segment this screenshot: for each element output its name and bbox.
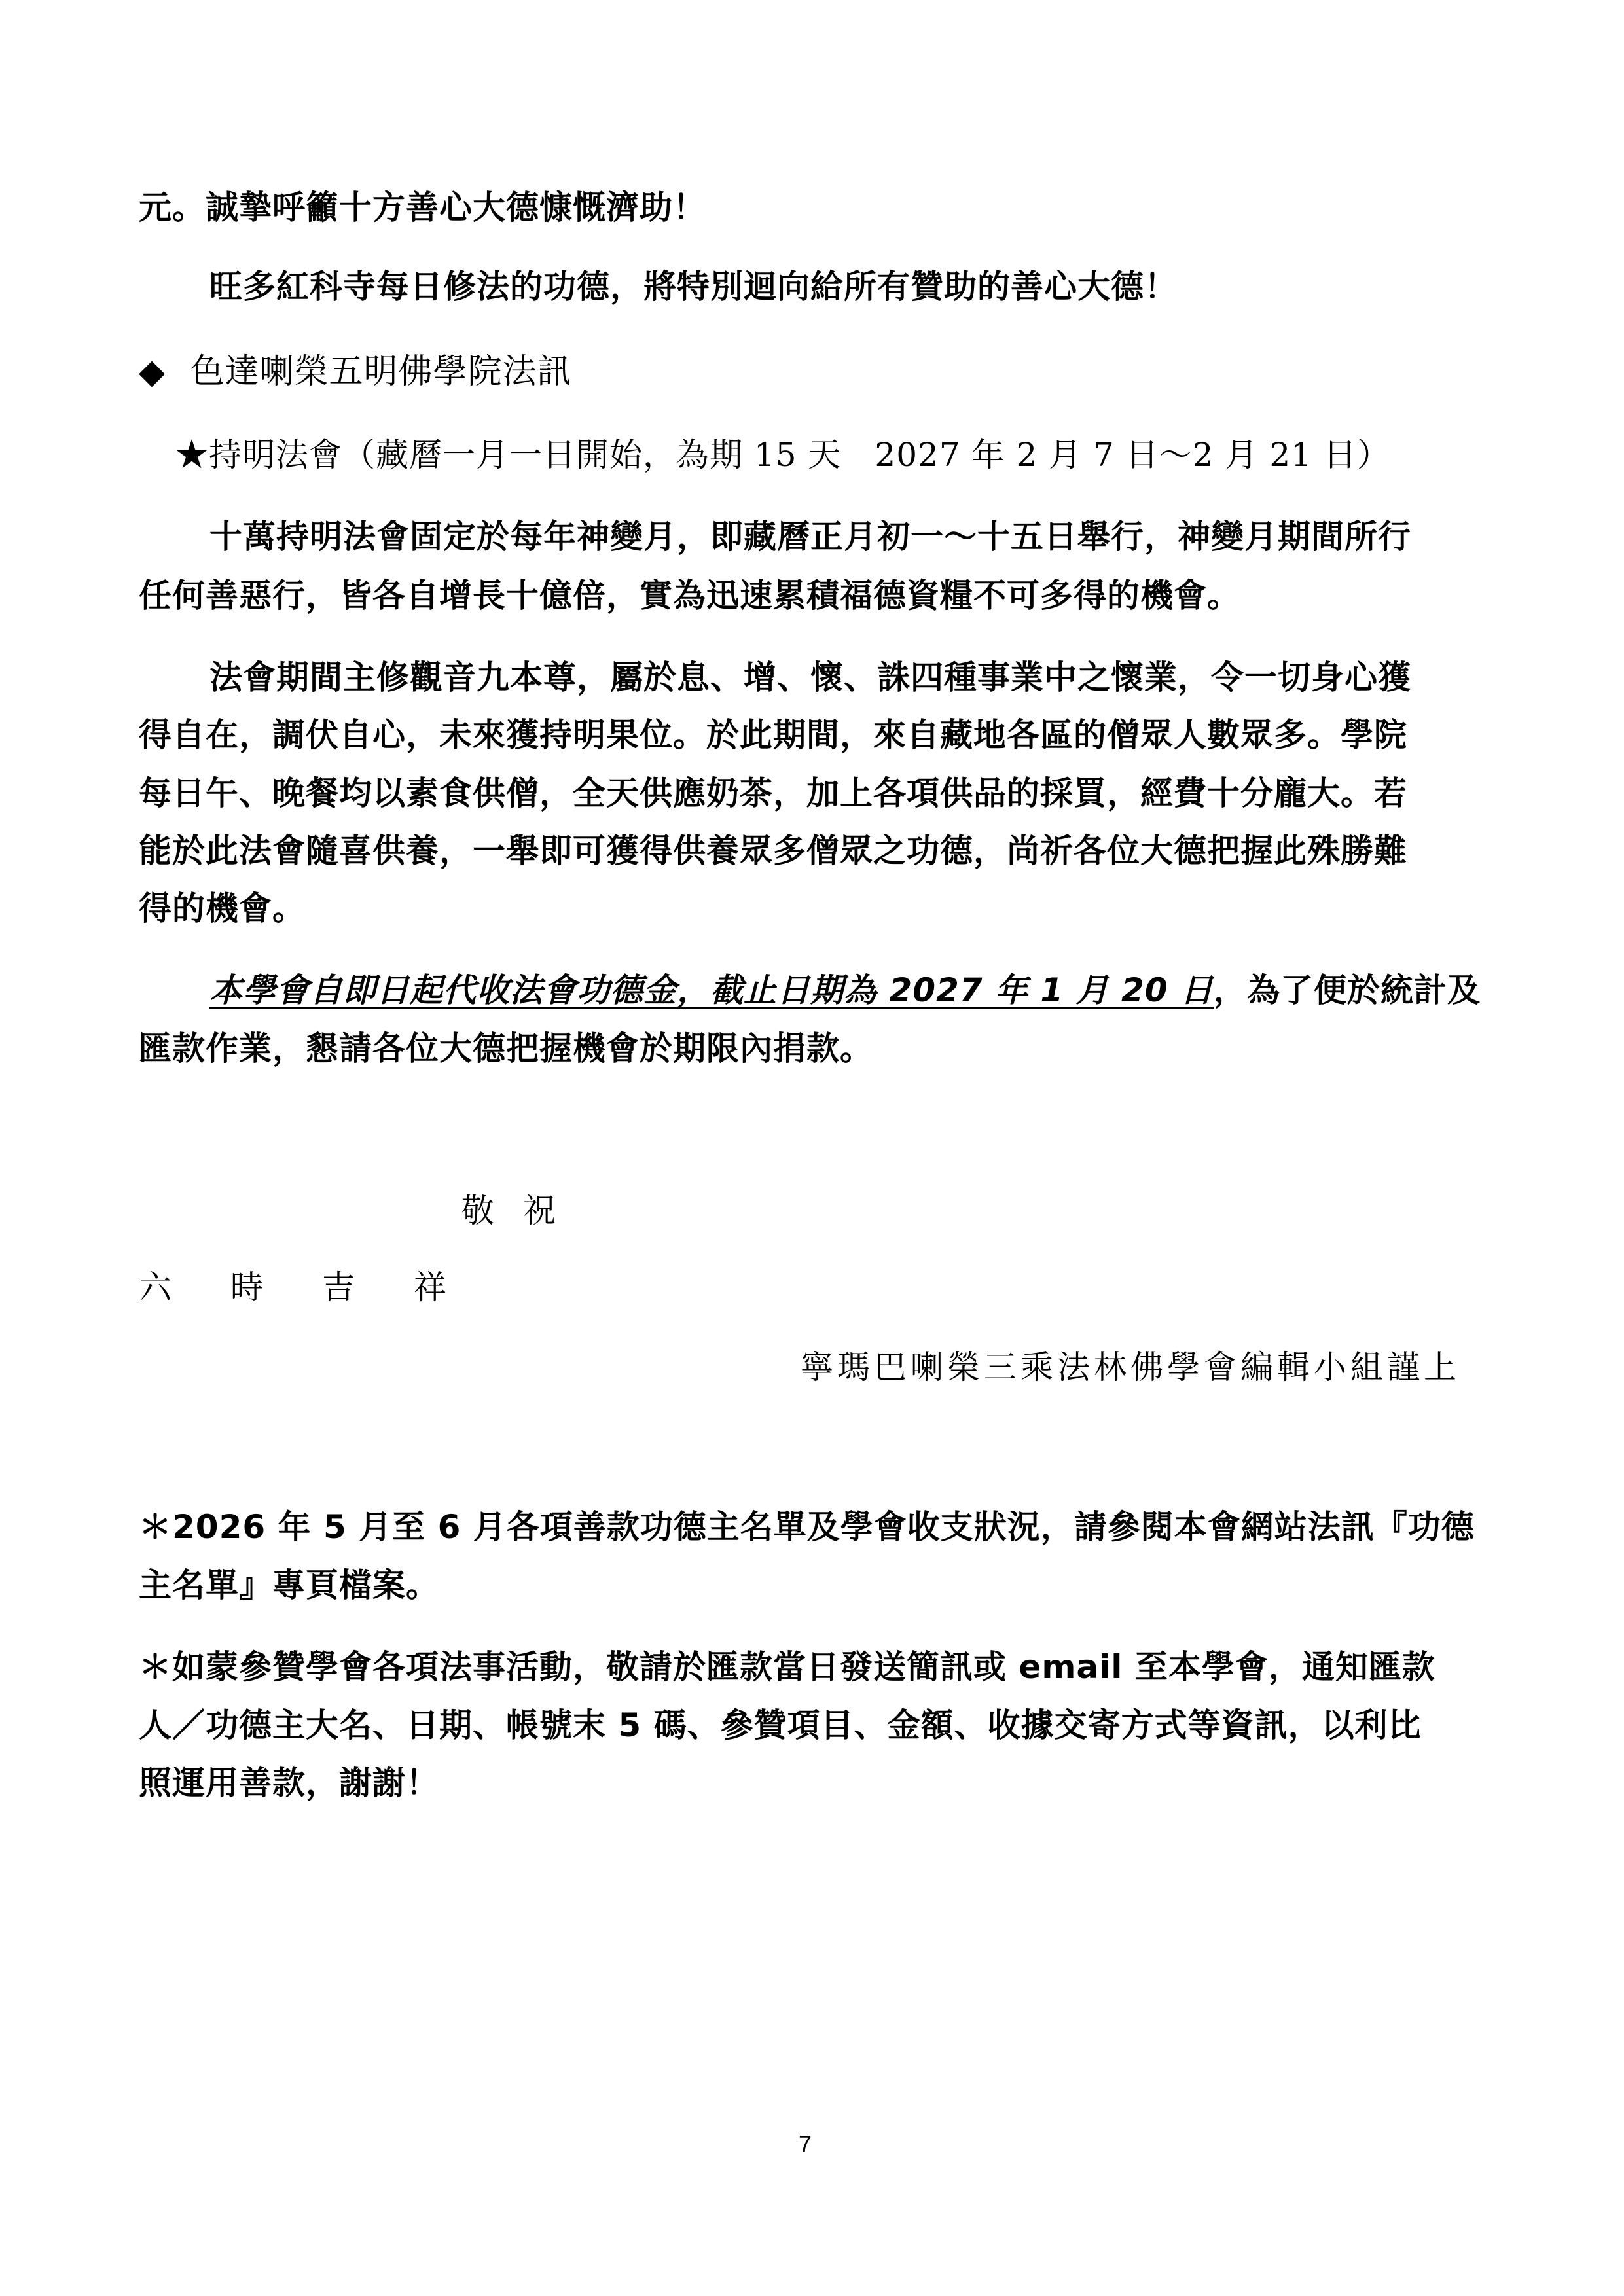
para3-line-2: 匯款作業，懇請各位大德把握機會於期限內捐款。: [139, 1030, 873, 1067]
page-number: 7: [799, 2130, 812, 2157]
intro-line-2: 旺多紅科寺每日修法的功德，將特別迴向給所有贊助的善心大德！: [209, 268, 1178, 306]
para3-line-1: [209, 971, 1481, 1010]
closing-greeting: 敬祝: [461, 1192, 585, 1230]
para2-line-2: 得自在，調伏自心，未來獲持明果位。於此期間，來自藏地各區的僧眾人數眾多。學院: [139, 716, 1407, 754]
para1-line-1: 十萬持明法會固定於每年神變月，即藏曆正月初一～十五日舉行，神變月期間所行: [209, 518, 1411, 556]
note2-line-2: 人／功德主大名、日期、帳號末 5 碼、參贊項目、金額、收據交寄方式等資訊，以利比: [139, 1706, 1422, 1744]
deadline-emphasis: 本學會自即日起代收法會功德金，截止日期為 2027 年 1 月 20 日: [209, 971, 1214, 1009]
diamond-bullet-icon: ◆: [139, 352, 166, 391]
para2-line-4: 能於此法會隨喜供養，一舉即可獲得供養眾多僧眾之功德，尚祈各位大德把握此殊勝難: [139, 832, 1407, 870]
note1-line-1: ＊2026 年 5 月至 6 月各項善款功德主名單及學會收支狀況，請參閱本會網站法訊『功德: [139, 1508, 1475, 1546]
note2-line-3: 照運用善款，謝謝！: [139, 1764, 439, 1802]
para2-line-5: 得的機會。: [139, 889, 306, 927]
section-heading: [139, 352, 572, 391]
signature: 寧瑪巴喇榮三乘法林佛學會編輯小組謹上: [801, 1348, 1460, 1386]
intro-line-1: 元。誠摯呼籲十方善心大德慷慨濟助！: [139, 188, 706, 226]
para1-line-2: 任何善惡行，皆各自增長十億倍，實為迅速累積福德資糧不可多得的機會。: [139, 577, 1240, 615]
note1-line-2: 主名單』專頁檔案。: [139, 1566, 439, 1604]
note2-line-1: ＊如蒙參贊學會各項法事活動，敬請於匯款當日發送簡訊或 email 至本學會，通知匯款: [139, 1648, 1435, 1686]
para2-line-3: 每日午、晚餐均以素食供僧，全天供應奶茶，加上各項供品的採買，經費十分龐大。若: [139, 774, 1407, 812]
para3-rest: ，為了便於統計及: [1213, 971, 1481, 1009]
closing-wish: 六時吉祥: [139, 1268, 505, 1306]
para2-line-1: 法會期間主修觀音九本尊，屬於息、增、懷、誅四種事業中之懷業，令一切身心獲: [209, 658, 1411, 696]
event-heading: ★持明法會（藏曆一月一日開始，為期 15 天 2027 年 2 月 7 日～2 月 21 日）: [175, 436, 1390, 474]
section-title: 色達喇榮五明佛學院法訊: [190, 352, 572, 391]
